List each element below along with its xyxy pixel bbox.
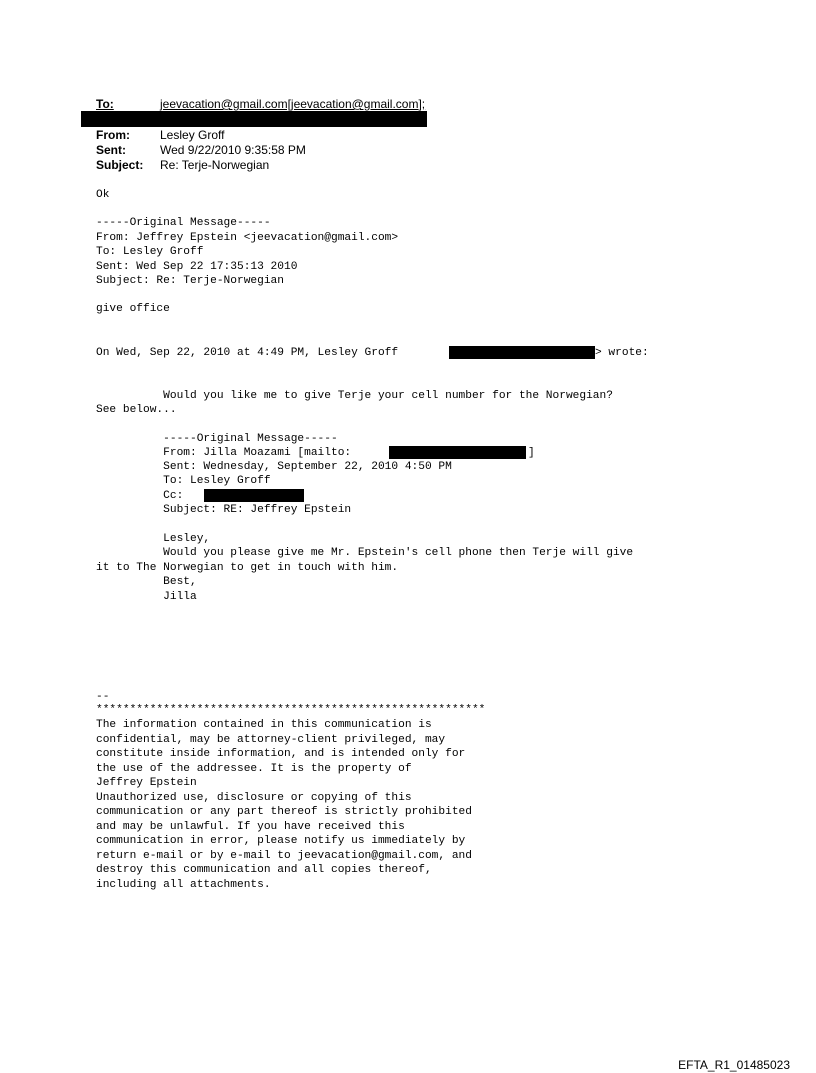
disclaimer-line: the use of the addressee. It is the property of — [96, 762, 412, 775]
header-sent-row — [96, 143, 496, 157]
disclaimer-line: including all attachments. — [96, 878, 271, 891]
disclaimer-line: return e-mail or by e-mail to jeevacation@gmail.com, and — [96, 849, 472, 862]
redaction-bar — [449, 346, 595, 359]
disclaimer-line: confidential, may be attorney-client privileged, may — [96, 733, 446, 746]
disclaimer-line: and may be unlawful. If you have received this — [96, 820, 405, 833]
nested-separator: -----Original Message----- — [96, 433, 338, 445]
nested-line: Would you please give me Mr. Epstein's cell phone then Terje will give — [96, 547, 634, 559]
orig-from: From: Jeffrey Epstein <jeevacation@gmail.com> — [96, 232, 399, 244]
nested-to: To: Lesley Groff — [96, 475, 271, 487]
redaction-bar — [389, 446, 526, 459]
quote-intro-pre: On Wed, Sep 22, 2010 at 4:49 PM, Lesley Groff — [96, 347, 399, 359]
disclaimer-line: communication in error, please notify us immediately by — [96, 835, 466, 847]
sent-label: Sent: — [96, 143, 126, 157]
sent-value: Wed 9/22/2010 9:35:58 PM — [160, 143, 306, 157]
disclaimer-line: destroy this communication and all copies thereof, — [96, 864, 432, 876]
nested-subject: Subject: RE: Jeffrey Epstein — [96, 504, 352, 516]
from-value: Lesley Groff — [160, 128, 225, 142]
subject-label: Subject: — [96, 158, 144, 172]
nested-sent: Sent: Wednesday, September 22, 2010 4:50 PM — [96, 461, 452, 473]
reply-text: Ok — [96, 189, 110, 201]
nested-best: Best, — [96, 576, 197, 588]
redaction-bar — [81, 111, 427, 127]
disclaimer-line: constitute inside information, and is intended only for — [96, 748, 466, 760]
nested-line: it to The Norwegian to get in touch with him. — [96, 562, 399, 574]
header-from-row — [96, 128, 496, 142]
to-label: To: — [96, 97, 114, 111]
disclaimer-line: The information contained in this communication is — [96, 719, 432, 731]
quote-line: See below... — [96, 404, 177, 416]
disclaimer-line: Jeffrey Epstein — [96, 777, 197, 789]
header-to-row — [96, 97, 496, 111]
orig-subject: Subject: Re: Terje-Norwegian — [96, 275, 284, 287]
redaction-bar — [204, 489, 304, 502]
quote-intro-post: > wrote: — [595, 347, 649, 359]
disclaimer-line: communication or any part thereof is strictly prohibited — [96, 806, 472, 818]
signature-dashes: -- — [96, 691, 110, 703]
document-id: EFTA_R1_01485023 — [678, 1058, 790, 1072]
nested-from: From: Jilla Moazami [mailto: — [96, 447, 352, 459]
subject-value: Re: Terje-Norwegian — [160, 158, 270, 172]
quote-intro — [96, 346, 398, 361]
nested-greeting: Lesley, — [96, 533, 211, 545]
nested-signature: Jilla — [96, 591, 197, 603]
nested-cc: Cc: — [96, 490, 184, 502]
from-label: From: — [96, 128, 130, 142]
nested-from-close: ] — [528, 447, 535, 459]
original-separator: -----Original Message----- — [96, 217, 271, 229]
orig-to: To: Lesley Groff — [96, 246, 204, 258]
to-value: jeevacation@gmail.com[jeevacation@gmail.com]; — [160, 97, 426, 111]
orig-sent: Sent: Wed Sep 22 17:35:13 2010 — [96, 261, 298, 273]
orig-text: give office — [96, 303, 170, 315]
header-subject-row — [96, 158, 496, 172]
quote-line: Would you like me to give Terje your cell number for the Norwegian? — [96, 390, 613, 402]
disclaimer-stars: ********************************************************** — [96, 704, 486, 716]
disclaimer-line: Unauthorized use, disclosure or copying of this — [96, 791, 412, 804]
